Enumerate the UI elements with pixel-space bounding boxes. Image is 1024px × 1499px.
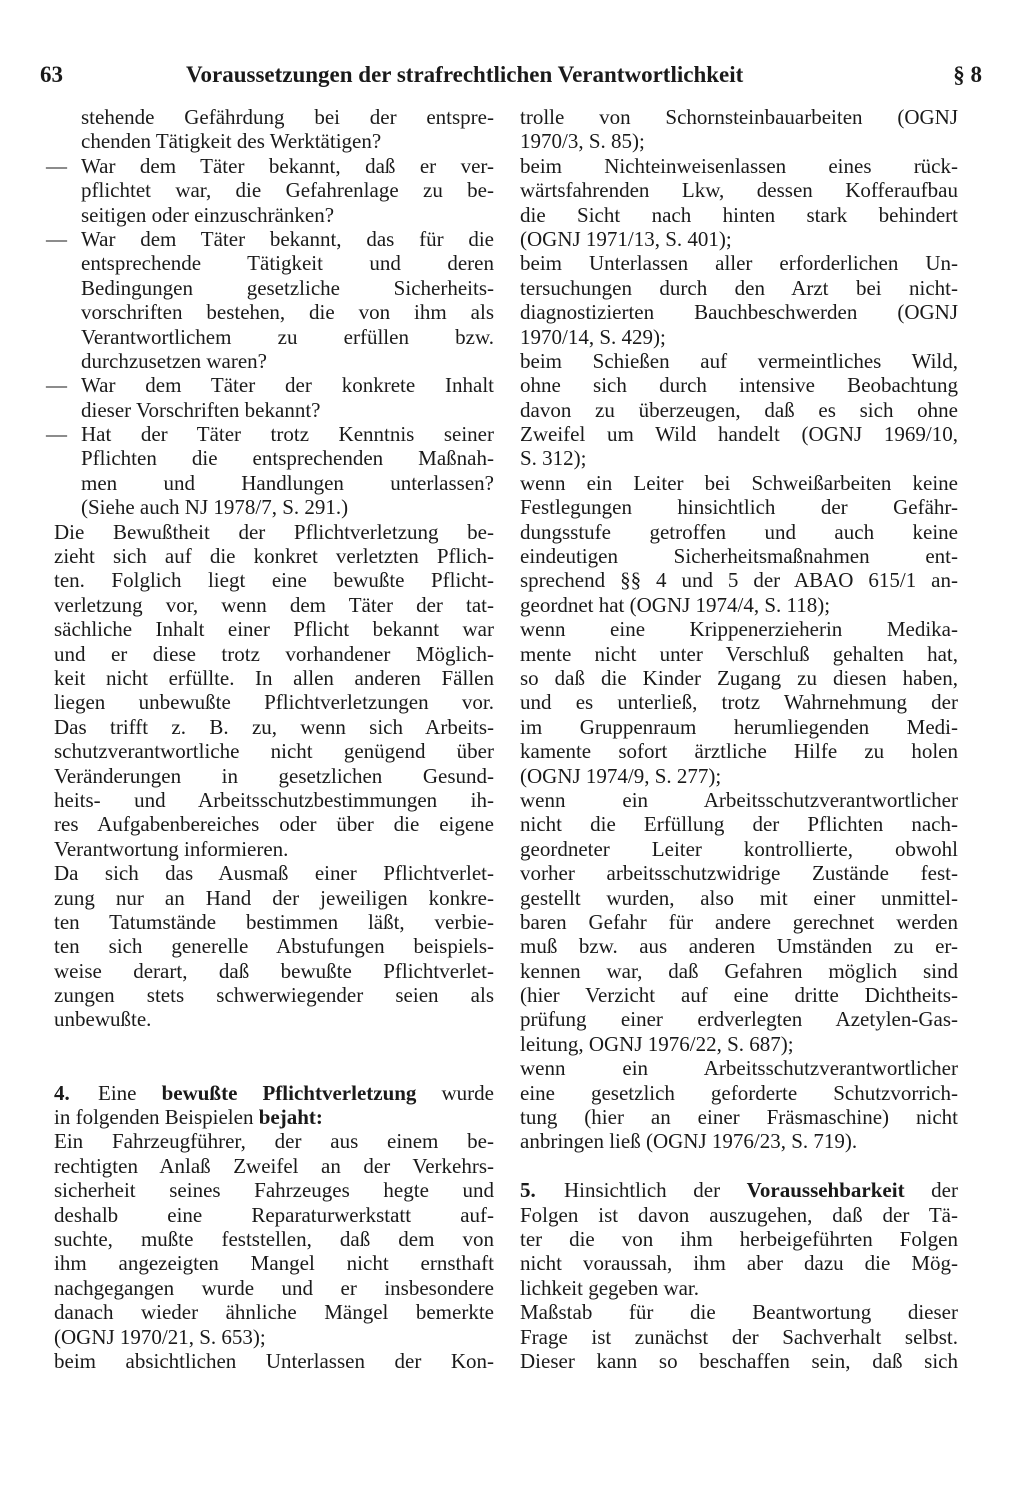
text-line: Bedingungen gesetzliche Sicherheits- xyxy=(81,275,494,300)
text-line: nicht die Erfüllung der Pflichten nach- xyxy=(520,812,958,837)
text-line: zieht sich auf die konkret verletzten Pflich- xyxy=(54,544,494,569)
text-line: Maßstab für die Beantwortung dieser xyxy=(520,1300,958,1325)
text-line: beim absichtlichen Unterlassen der Kon- xyxy=(54,1348,494,1373)
text-line: Hat der Täter trotz Kenntnis seiner xyxy=(81,422,494,447)
text-line: lichkeit gegeben war. xyxy=(520,1275,700,1300)
running-title: Voraussetzungen der strafrechtlichen Verantwortlichkeit xyxy=(186,62,744,87)
text-line: davon zu überzeugen, daß es sich ohne xyxy=(520,397,958,422)
running-header xyxy=(36,56,988,96)
text-line: dungsstufe getroffen und auch keine xyxy=(520,519,958,544)
question-item xyxy=(46,153,494,227)
text-line: (Siehe auch NJ 1978/7, S. 291.) xyxy=(81,495,349,520)
text-line: ihm angezeigten Mangel nicht ernsthaft xyxy=(54,1251,494,1276)
text-line: heits- und Arbeitsschutzbestimmungen ih- xyxy=(54,787,494,812)
text-line: geordnet hat (OGNJ 1974/4, S. 118); xyxy=(520,592,831,617)
text-line: zung nur an Hand der jeweiligen konkre- xyxy=(54,885,494,910)
text-line: Frage ist zunächst der Sachverhalt selbst. xyxy=(520,1324,958,1349)
text-line: so daß die Kinder Zugang zu diesen haben, xyxy=(520,665,958,690)
text-line: die Sicht nach hinten stark behindert xyxy=(520,202,958,227)
dash-marker: — xyxy=(46,373,67,398)
text-line: schutzverantwortliche nicht genügend über xyxy=(54,739,494,764)
text-line: eine gesetzlich geforderte Schutzvorrich- xyxy=(520,1080,958,1105)
text-line: kennen war, daß Gefahren möglich sind xyxy=(520,958,958,983)
bold-term: bejaht: xyxy=(258,1105,323,1130)
example-entry xyxy=(520,154,958,252)
example-entry xyxy=(520,251,958,349)
text-line: weise derart, daß bewußte Pflichtverlet- xyxy=(54,958,494,983)
text-line: kamente sofort ärztliche Hilfe zu holen xyxy=(520,739,958,764)
text-line: men und Handlungen unterlassen? xyxy=(81,470,494,495)
text-line: Festlegungen hinsichtlich der Gefähr- xyxy=(520,495,958,520)
text-line: ohne sich durch intensive Beobachtung xyxy=(520,373,958,398)
bold-term: bewußte Pflichtverletzung xyxy=(161,1080,417,1105)
text-line: Folgen ist davon auszugehen, daß der Tä- xyxy=(520,1202,958,1227)
text-line: wenn ein Arbeitsschutzverantwortlicher xyxy=(520,787,958,812)
text-line: (OGNJ 1974/9, S. 277); xyxy=(520,763,722,788)
text-line: beim Nichteinweisenlassen eines rück- xyxy=(520,153,958,178)
text-line: beim Unterlassen aller erforderlichen Un- xyxy=(520,251,958,276)
question-item xyxy=(46,226,494,373)
text-line: tersuchungen durch den Arzt bei nicht- xyxy=(520,275,958,300)
text-line: Ein Fahrzeugführer, der aus einem be- xyxy=(54,1129,494,1154)
text-line: stehende Gefährdung bei der entspre- xyxy=(81,105,494,129)
bold-term: Voraussehbarkeit xyxy=(746,1178,905,1203)
text-line: (OGNJ 1971/13, S. 401); xyxy=(520,226,732,251)
text-line: wärtsfahrenden Lkw, dessen Kofferaufbau xyxy=(520,178,958,203)
text-line: mente nicht unter Verschluß gehalten hat, xyxy=(520,641,958,666)
text-line: keit nicht erfüllte. In allen anderen Fällen xyxy=(54,665,494,690)
dash-marker: — xyxy=(46,226,67,251)
example-entry xyxy=(520,349,958,471)
text-line: Verantwortlichem zu erfüllen bzw. xyxy=(81,324,494,349)
section-marker: § 8 xyxy=(953,62,982,87)
text-line: nicht voraussah, ihm aber dazu die Mög- xyxy=(520,1251,958,1276)
text-line: S. 312); xyxy=(520,446,587,471)
text-line: ten sich generelle Abstufungen beispiels- xyxy=(54,934,494,959)
text-line: sächliche Inhalt einer Pflicht bekannt war xyxy=(54,617,494,642)
text-line: Verantwortung informieren. xyxy=(54,836,289,861)
paragraph xyxy=(54,1129,494,1373)
text-line: im Gruppenraum herumliegenden Medi- xyxy=(520,714,958,739)
text-line: geordneter Leiter kontrollierte, obwohl xyxy=(520,836,958,861)
text-line: Veränderungen in gesetzlichen Gesund- xyxy=(54,763,494,788)
text-line: baren Gefahr für andere gerechnet werden xyxy=(520,909,958,934)
text-line: durchzusetzen waren? xyxy=(81,348,267,373)
text-line: 1970/3, S. 85); xyxy=(520,129,645,154)
text-line: 1970/14, S. 429); xyxy=(520,324,666,349)
text-line: wenn ein Leiter bei Schweißarbeiten keine xyxy=(520,470,958,495)
text-line: beim Schießen auf vermeintliches Wild, xyxy=(520,348,958,373)
item-number: 4. xyxy=(54,1080,70,1105)
example-entry xyxy=(520,471,958,617)
text-run: wurde xyxy=(416,1080,494,1105)
text-line: Da sich das Ausmaß einer Pflichtverlet- xyxy=(54,861,494,886)
text-line: sprechend §§ 4 und 5 der ABAO 615/1 an- xyxy=(520,568,958,593)
text-line: unbewußte. xyxy=(54,1007,152,1032)
text-line: War dem Täter bekannt, daß er ver- xyxy=(81,153,494,178)
text-line: und er diese trotz vorhandener Möglich- xyxy=(54,641,494,666)
text-line: danach wieder ähnliche Mängel bemerkte xyxy=(54,1300,494,1325)
text-line: wenn ein Arbeitsschutzverantwortlicher xyxy=(520,1056,958,1081)
text-line: wenn eine Krippenerzieherin Medika- xyxy=(520,617,958,642)
left-column xyxy=(46,105,494,1373)
text-line: sicherheit seines Fahrzeuges hegte und xyxy=(54,1178,494,1203)
example-entry xyxy=(520,617,958,788)
question-item xyxy=(46,373,494,422)
text-line: und es unterließ, trotz Wahrnehmung der xyxy=(520,690,958,715)
item-number: 5. xyxy=(520,1178,536,1203)
text-run: in folgenden Beispielen xyxy=(54,1105,259,1130)
text-line: (hier Verzicht auf eine dritte Dichtheits- xyxy=(520,983,958,1008)
text-line: Dieser kann so beschaffen sein, daß sich xyxy=(520,1348,958,1373)
paragraph xyxy=(54,861,494,1032)
right-column xyxy=(520,105,958,1373)
text-line: res Aufgabenbereiches oder über die eigene xyxy=(54,812,494,837)
text-line: ten. Folglich liegt eine bewußte Pflicht- xyxy=(54,568,494,593)
text-line: deshalb eine Reparaturwerkstatt auf- xyxy=(54,1202,494,1227)
text-line: seitigen oder einzuschränken? xyxy=(81,202,335,227)
text-line: Die Bewußtheit der Pflichtverletzung be- xyxy=(54,519,494,544)
text-line: suchte, mußte feststellen, daß dem von xyxy=(54,1226,494,1251)
question-item xyxy=(46,422,494,520)
text-line: diagnostizierten Bauchbeschwerden (OGNJ xyxy=(520,300,958,325)
text-line: Pflichten die entsprechenden Maßnah- xyxy=(81,446,494,471)
text-line: muß bzw. aus anderen Umständen zu er- xyxy=(520,934,958,959)
text-line: War dem Täter bekannt, das für die xyxy=(81,226,494,251)
numbered-item-4 xyxy=(54,1081,494,1130)
text-line: prüfung einer erdverlegten Azetylen-Gas- xyxy=(520,1007,958,1032)
text-line: zungen stets schwerwiegender seien als xyxy=(54,983,494,1008)
text-line: nachgegangen wurde und er insbesondere xyxy=(54,1275,494,1300)
paragraph xyxy=(520,1300,958,1373)
example-entry xyxy=(520,788,958,1056)
question-continuation xyxy=(54,105,494,154)
text-run: Hinsichtlich der xyxy=(564,1178,747,1203)
text-run: Eine xyxy=(98,1080,162,1105)
text-line: liegen unbewußte Pflichtverletzungen vor. xyxy=(54,690,494,715)
text-line: anbringen ließ (OGNJ 1976/23, S. 719). xyxy=(520,1129,858,1154)
dash-marker: — xyxy=(46,153,67,178)
text-line: ten Tatumstände bestimmen läßt, verbie- xyxy=(54,909,494,934)
text-run: der xyxy=(904,1178,958,1203)
text-line: vorher arbeitsschutzwidrige Zustände fest- xyxy=(520,861,958,886)
text-line: gestellt wurden, also mit einer unmittel- xyxy=(520,885,958,910)
page-number: 63 xyxy=(40,62,63,87)
text-line: ter die von ihm herbeigeführten Folgen xyxy=(520,1226,958,1251)
text-line: entsprechende Tätigkeit und deren xyxy=(81,251,494,276)
text-line: dieser Vorschriften bekannt? xyxy=(81,397,321,422)
text-line: eindeutigen Sicherheitsmaßnahmen ent- xyxy=(520,544,958,569)
text-line: (OGNJ 1970/21, S. 653); xyxy=(54,1324,266,1349)
example-entry xyxy=(520,1056,958,1154)
text-line: verletzung vor, wenn dem Täter der tat- xyxy=(54,592,494,617)
text-line: pflichtet war, die Gefahrenlage zu be- xyxy=(81,178,494,203)
numbered-item-5 xyxy=(520,1178,958,1300)
text-line: leitung, OGNJ 1976/22, S. 687); xyxy=(520,1031,794,1056)
text-line: rechtigten Anlaß Zweifel an der Verkehrs- xyxy=(54,1153,494,1178)
text-line: vorschriften bestehen, die von ihm als xyxy=(81,300,494,325)
text-line: Zweifel um Wild handelt (OGNJ 1969/10, xyxy=(520,422,958,447)
text-line: Das trifft z. B. zu, wenn sich Arbeits- xyxy=(54,714,494,739)
text-line: War dem Täter der konkrete Inhalt xyxy=(81,373,494,398)
paragraph xyxy=(54,520,494,861)
text-line: chenden Tätigkeit des Werktätigen? xyxy=(81,129,382,154)
example-entry xyxy=(520,105,958,154)
dash-marker: — xyxy=(46,422,67,447)
text-line: trolle von Schornsteinbauarbeiten (OGNJ xyxy=(520,105,958,129)
text-line: tung (hier an einer Fräsmaschine) nicht xyxy=(520,1105,958,1130)
